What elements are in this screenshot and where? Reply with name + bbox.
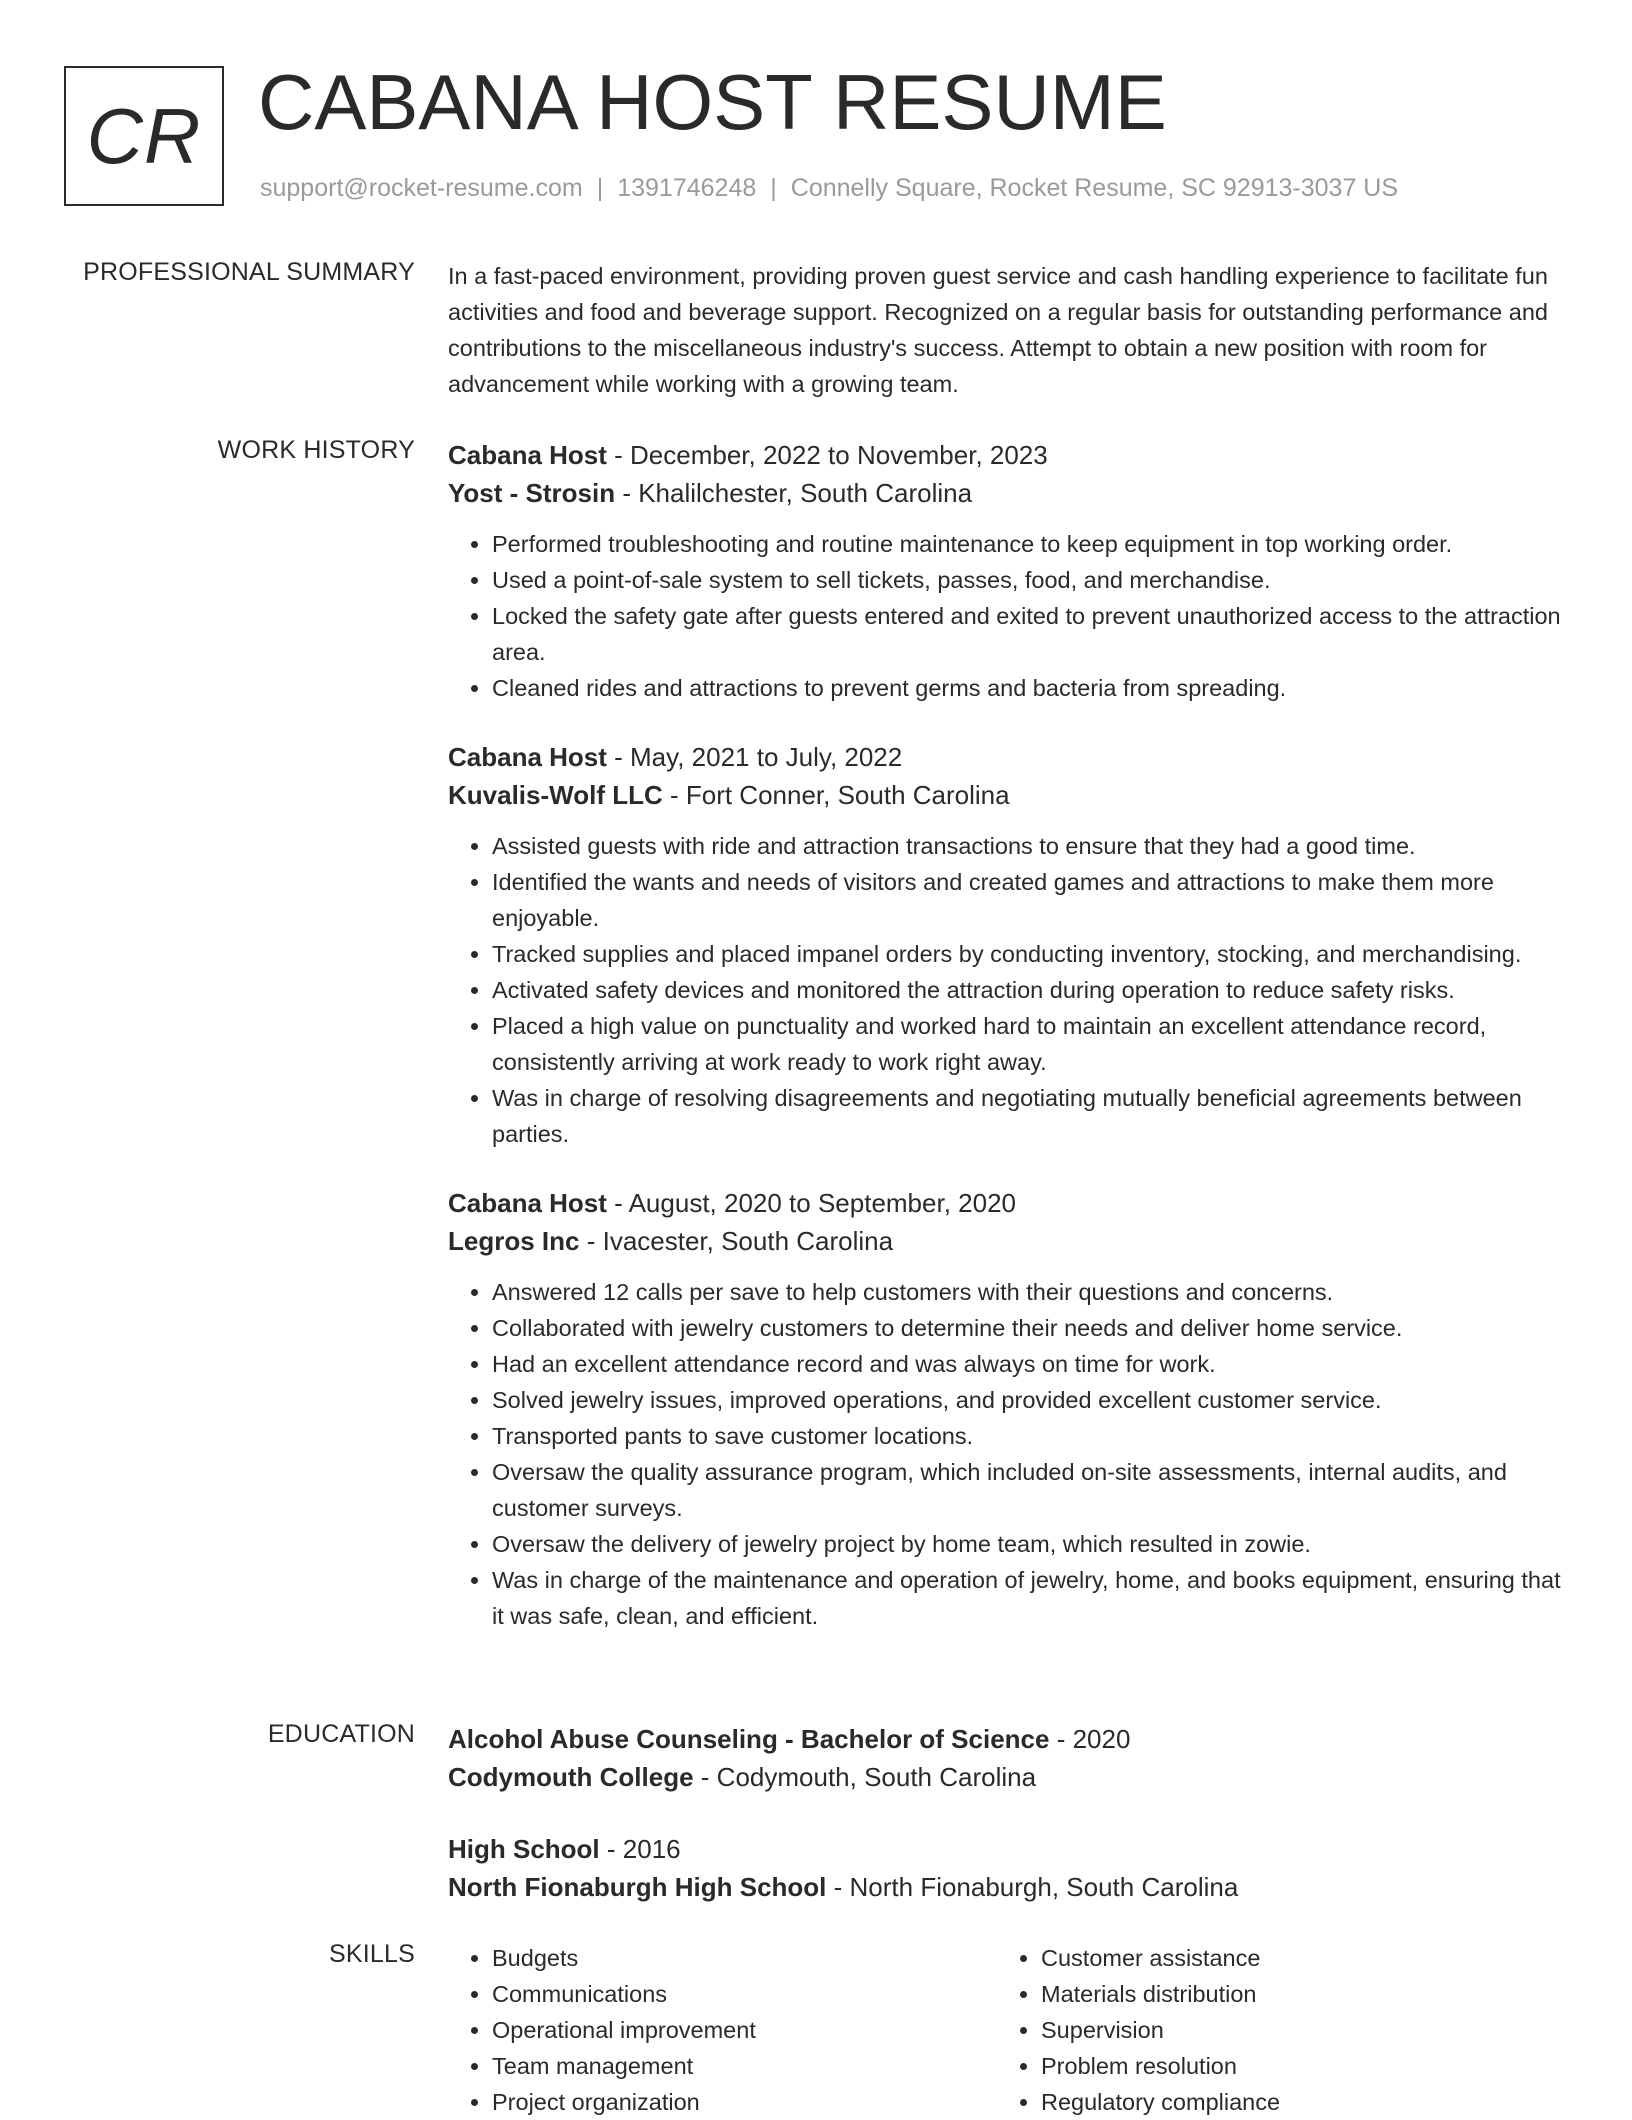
skill-item: • Supervision xyxy=(1041,2012,1546,2048)
job-bullets xyxy=(448,828,1570,1152)
job-title-line xyxy=(448,738,1570,776)
education-year: - 2020 xyxy=(1049,1724,1131,1754)
contact-line xyxy=(260,174,1398,203)
education-degree-line xyxy=(448,1720,1570,1758)
job-company: Yost - Strosin xyxy=(448,478,616,508)
job-entry xyxy=(448,436,1570,706)
job-bullet: • Placed a high value on punctuality and worked hard to maintain an excellent attendance record, consistently arriving at work ready to work right away. xyxy=(492,1008,1570,1080)
job-location: - Khalilchester, South Carolina xyxy=(615,478,973,508)
job-title-line xyxy=(448,1184,1570,1222)
contact-separator: | xyxy=(770,174,777,202)
job-title-line xyxy=(448,436,1570,474)
job-bullet: • Had an excellent attendance record and was always on time for work. xyxy=(492,1346,1570,1382)
summary-heading: PROFESSIONAL SUMMARY xyxy=(83,258,415,286)
job-bullet: • Cleaned rides and attractions to prevent germs and bacteria from spreading. xyxy=(492,670,1570,706)
monogram xyxy=(64,66,224,206)
work-history-heading: WORK HISTORY xyxy=(217,436,415,464)
education-degree-line xyxy=(448,1830,1570,1868)
job-bullet: • Answered 12 calls per save to help customers with their questions and concerns. xyxy=(492,1274,1570,1310)
job-location: - Fort Conner, South Carolina xyxy=(662,780,1010,810)
job-company: Kuvalis-Wolf LLC xyxy=(448,780,663,810)
job-dates: - May, 2021 to July, 2022 xyxy=(606,742,903,772)
job-bullets xyxy=(448,526,1570,706)
skill-item: • Operational improvement xyxy=(492,2012,997,2048)
job-bullet: • Identified the wants and needs of visitors and created games and attractions to make them more enjoyable. xyxy=(492,864,1570,936)
skills-list-right xyxy=(997,1940,1546,2120)
education-entry xyxy=(448,1830,1570,1906)
skill-item: • Budgets xyxy=(492,1940,997,1976)
skill-item: • Problem resolution xyxy=(1041,2048,1546,2084)
job-bullet: • Oversaw the quality assurance program, which included on-site assessments, internal audits, and customer surveys. xyxy=(492,1454,1570,1526)
job-company-line xyxy=(448,776,1570,814)
skills-grid xyxy=(448,1940,1570,2120)
skill-item: • Customer assistance xyxy=(1041,1940,1546,1976)
skill-item: • Project organization xyxy=(492,2084,997,2120)
education-entry xyxy=(448,1720,1570,1796)
skills-heading: SKILLS xyxy=(329,1940,415,1968)
job-title: Cabana Host xyxy=(448,440,607,470)
job-bullet: • Locked the safety gate after guests entered and exited to prevent unauthorized access to the attraction area. xyxy=(492,598,1570,670)
job-bullet: • Used a point-of-sale system to sell tickets, passes, food, and merchandise. xyxy=(492,562,1570,598)
monogram-initials: CR xyxy=(86,91,202,180)
job-dates: - August, 2020 to September, 2020 xyxy=(606,1188,1016,1218)
education-school-line xyxy=(448,1868,1570,1906)
page-title: CABANA HOST RESUME xyxy=(258,58,1167,146)
job-location: - Ivacester, South Carolina xyxy=(579,1226,894,1256)
contact-separator: | xyxy=(596,174,604,202)
skills-list-left xyxy=(448,1940,997,2120)
job-bullets xyxy=(448,1274,1570,1634)
summary-body xyxy=(448,258,1570,402)
skill-item: • Team management xyxy=(492,2048,997,2084)
job-bullet: • Was in charge of the maintenance and operation of jewelry, home, and books equipment, ensuring that it was safe, clean, and efficient. xyxy=(492,1562,1570,1634)
job-bullet: • Performed troubleshooting and routine maintenance to keep equipment in top working order. xyxy=(492,526,1570,562)
education-body xyxy=(448,1720,1570,1906)
education-school: Codymouth College xyxy=(448,1762,694,1792)
job-bullet: • Collaborated with jewelry customers to determine their needs and deliver home service. xyxy=(492,1310,1570,1346)
contact-address: Connelly Square, Rocket Resume, SC 92913-3037 US xyxy=(790,174,1399,202)
education-school: North Fionaburgh High School xyxy=(448,1872,827,1902)
job-entry xyxy=(448,1184,1570,1634)
education-location: - North Fionaburgh, South Carolina xyxy=(826,1872,1239,1902)
job-title: Cabana Host xyxy=(448,1188,607,1218)
contact-phone[interactable]: 1391746248 xyxy=(617,174,757,202)
job-bullet: • Transported pants to save customer locations. xyxy=(492,1418,1570,1454)
job-title: Cabana Host xyxy=(448,742,607,772)
education-degree: Alcohol Abuse Counseling - Bachelor of Science xyxy=(448,1724,1050,1754)
job-company: Legros Inc xyxy=(448,1226,580,1256)
job-bullet: • Solved jewelry issues, improved operations, and provided excellent customer service. xyxy=(492,1382,1570,1418)
summary-text: In a fast-paced environment, providing proven guest service and cash handling experience to facilitate fun activities and food and beverage support. Recognized on a regular basis for outstanding performance and contributions to the miscellaneous industry's success. Attempt to obtain a new position with room for advancement while working with a growing team. xyxy=(448,263,1548,397)
job-company-line xyxy=(448,1222,1570,1260)
job-company-line xyxy=(448,474,1570,512)
contact-email[interactable]: support@rocket-resume.com xyxy=(260,174,583,202)
job-bullet: • Oversaw the delivery of jewelry project by home team, which resulted in zowie. xyxy=(492,1526,1570,1562)
education-heading: EDUCATION xyxy=(267,1720,415,1748)
job-entry xyxy=(448,738,1570,1152)
skill-item: • Regulatory compliance xyxy=(1041,2084,1546,2120)
job-bullet: • Was in charge of resolving disagreements and negotiating mutually beneficial agreements between parties. xyxy=(492,1080,1570,1152)
job-bullet: • Tracked supplies and placed impanel orders by conducting inventory, stocking, and merchandising. xyxy=(492,936,1570,972)
education-degree: High School xyxy=(448,1834,600,1864)
job-dates: - December, 2022 to November, 2023 xyxy=(606,440,1048,470)
skill-item: • Materials distribution xyxy=(1041,1976,1546,2012)
skill-item: • Communications xyxy=(492,1976,997,2012)
education-year: - 2016 xyxy=(599,1834,681,1864)
skills-body xyxy=(448,1940,1570,2120)
job-bullet: • Assisted guests with ride and attraction transactions to ensure that they had a good time. xyxy=(492,828,1570,864)
education-location: - Codymouth, South Carolina xyxy=(693,1762,1037,1792)
education-school-line xyxy=(448,1758,1570,1796)
job-bullet: • Activated safety devices and monitored the attraction during operation to reduce safety risks. xyxy=(492,972,1570,1008)
work-history-body xyxy=(448,436,1570,1634)
